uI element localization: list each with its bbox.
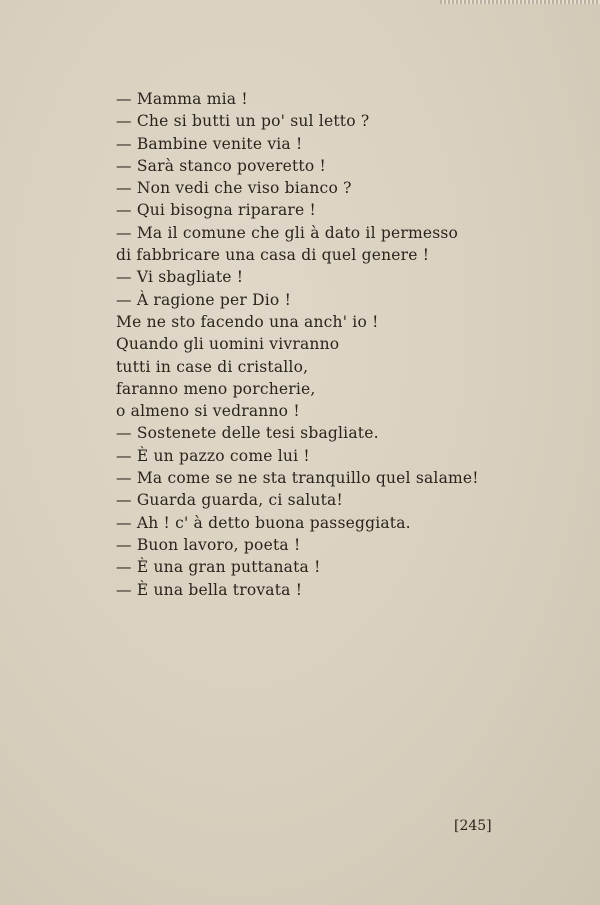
poem-line: — Ah ! c' à detto buona passeggiata.	[116, 513, 411, 532]
page-top-edge	[440, 0, 600, 4]
poem-line: — Non vedi che viso bianco ?	[116, 179, 352, 198]
poem-line: faranno meno porcherie,	[116, 379, 316, 398]
poem-line: — Che si butti un po' sul letto ?	[116, 112, 370, 131]
poem-line: — Ma come se ne sta tranquillo quel salame!	[116, 469, 479, 488]
poem-text	[116, 88, 536, 601]
page-number: [245]	[454, 818, 492, 834]
poem-line: — Sarà stanco poveretto !	[116, 156, 326, 175]
poem-line: — Buon lavoro, poeta !	[116, 535, 301, 554]
poem-line: — Sostenete delle tesi sbagliate.	[116, 424, 379, 443]
poem-line: — Guarda guarda, ci saluta!	[116, 491, 343, 510]
poem-line: tutti in case di cristallo,	[116, 357, 309, 376]
poem-line: — Ma il comune che gli à dato il permesso	[116, 223, 459, 242]
poem-line: — À ragione per Dio !	[116, 290, 291, 309]
poem-line: — È una gran puttanata !	[116, 558, 321, 577]
poem-line: — Qui bisogna riparare !	[116, 201, 316, 220]
poem-line: o almeno si vedranno !	[116, 402, 300, 421]
poem-line: — È un pazzo come lui !	[116, 446, 310, 465]
poem-line: Me ne sto facendo una anch' io !	[116, 312, 379, 331]
poem-line: — Vi sbagliate !	[116, 268, 244, 287]
poem-line: — Bambine venite via !	[116, 134, 303, 153]
poem-line: — Mamma mia !	[116, 90, 248, 108]
poem-line: Quando gli uomini vivranno	[116, 335, 340, 354]
poem-line: — È una bella trovata !	[116, 580, 303, 599]
poem-line: di fabbricare una casa di quel genere !	[116, 246, 430, 265]
